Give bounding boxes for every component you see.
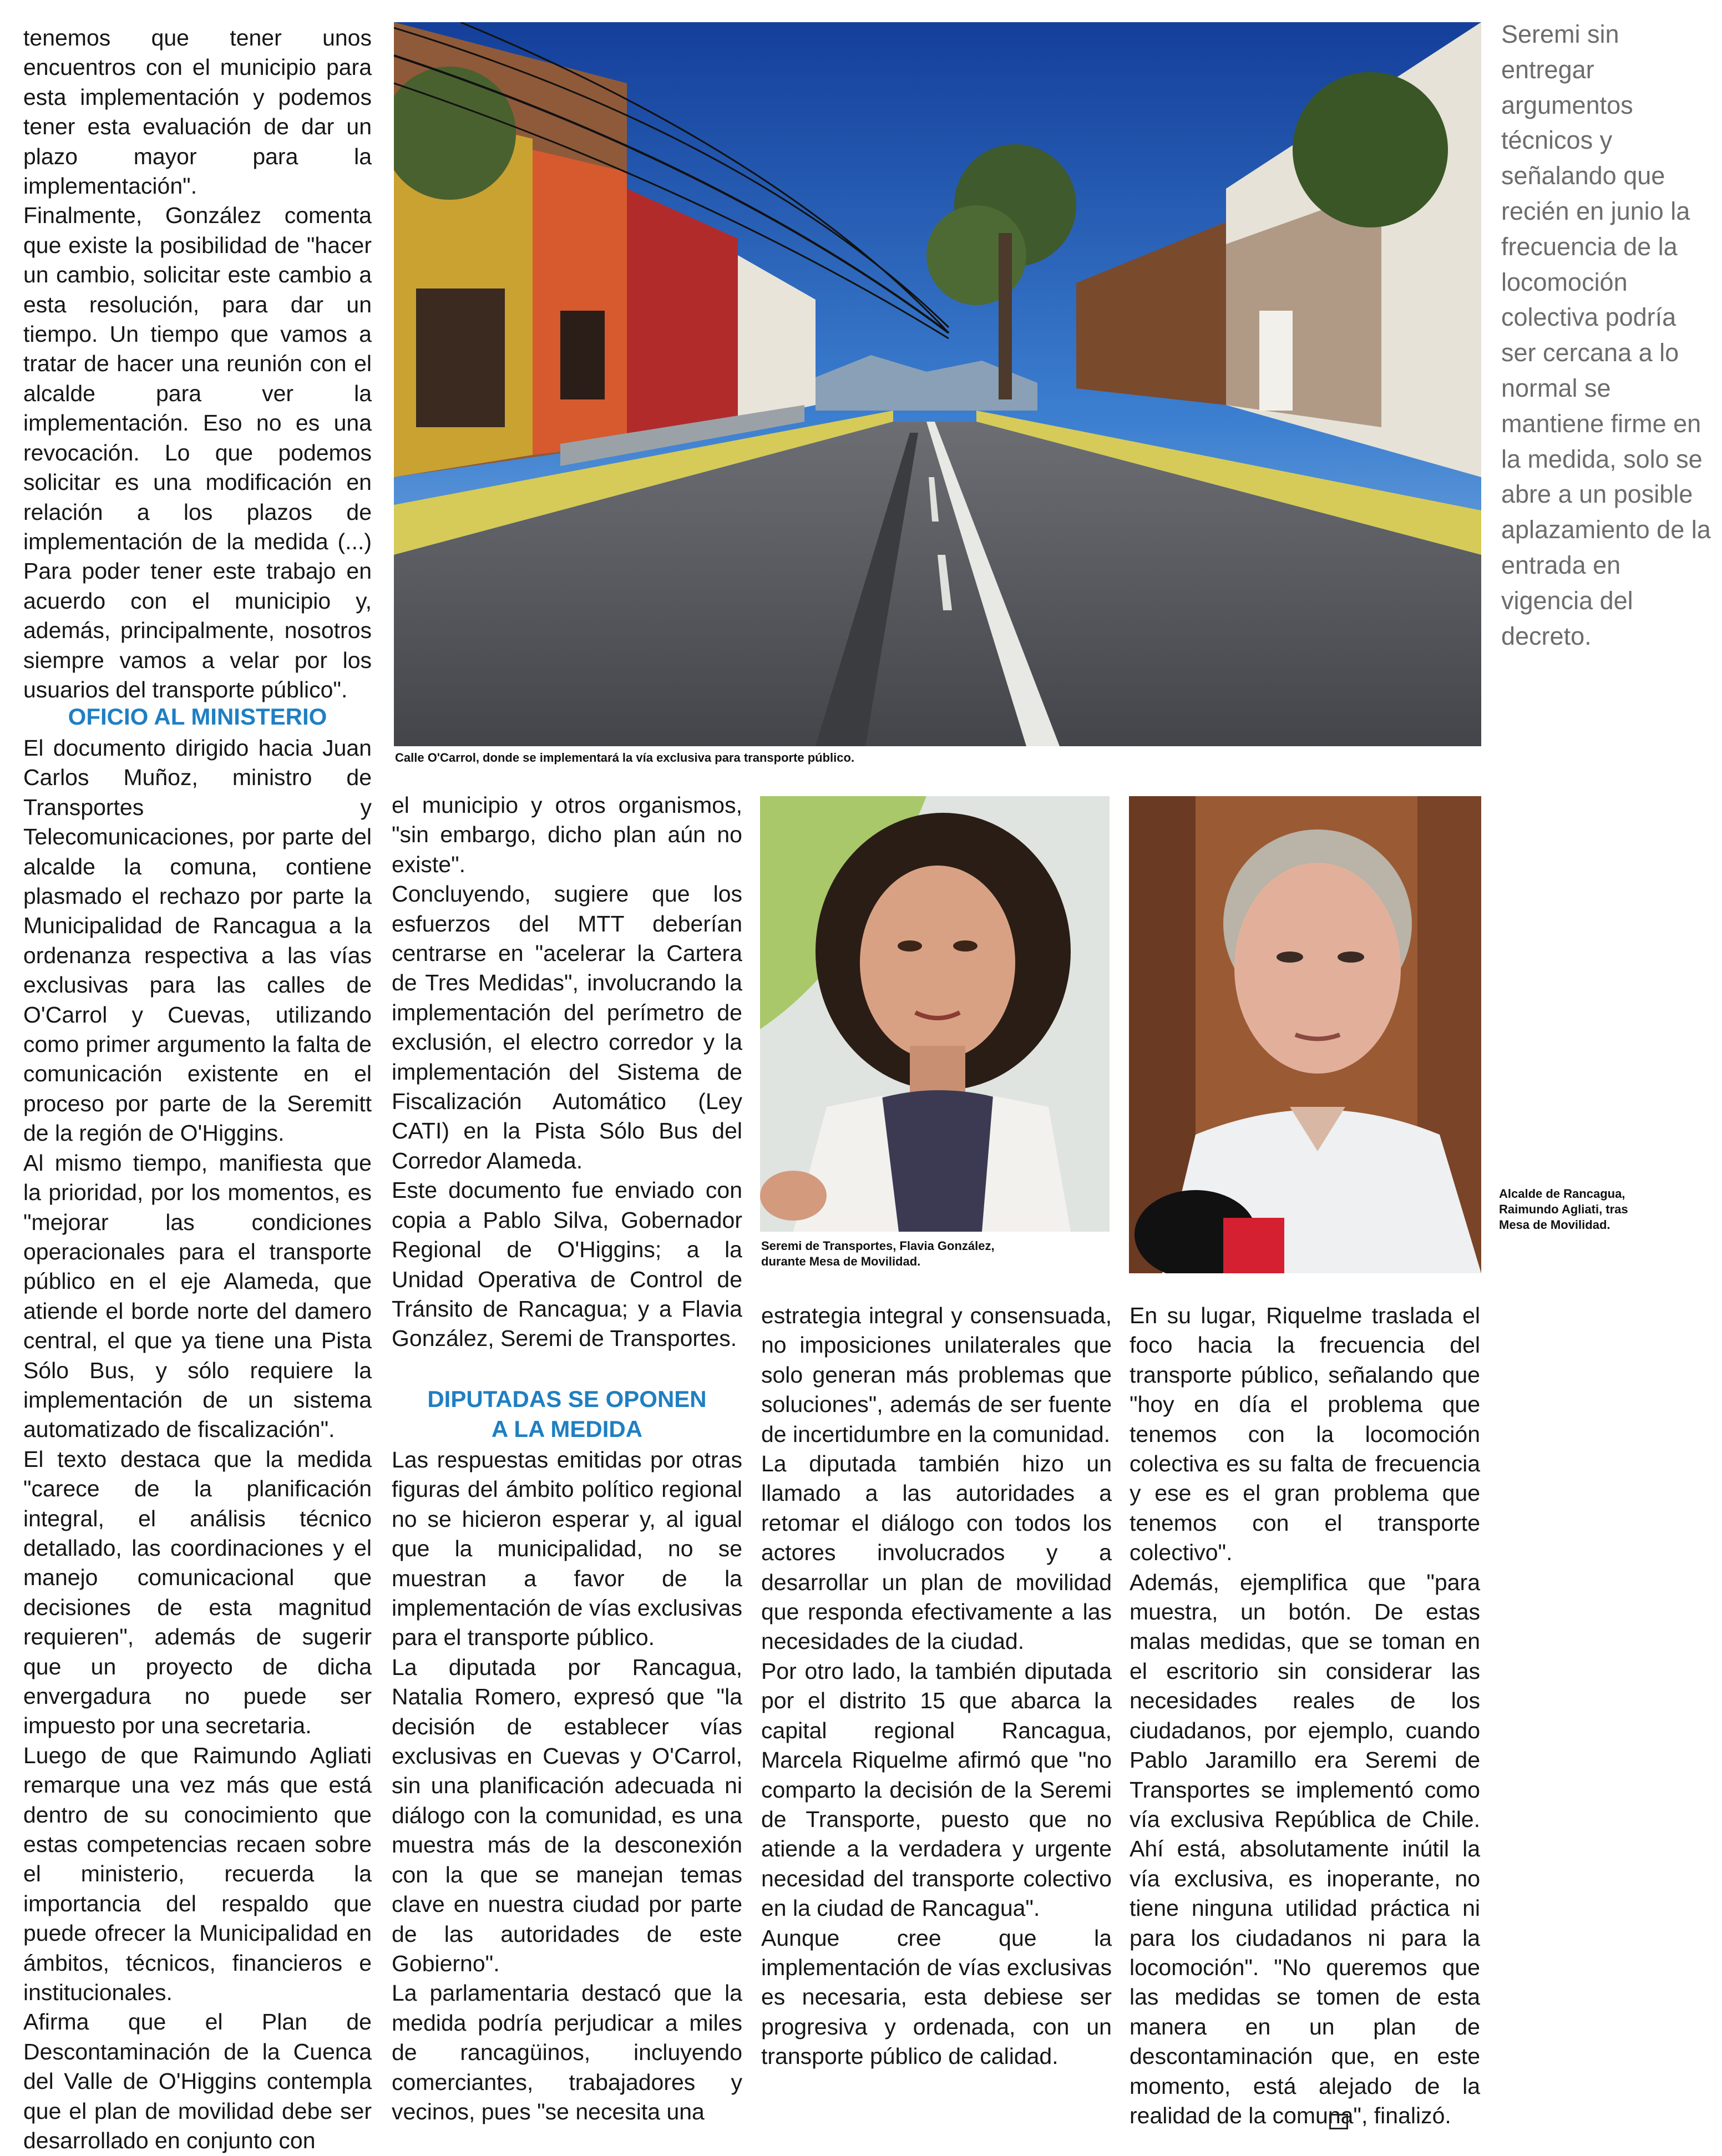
- paragraph: Este documento fue enviado con copia a Pablo Silva, Gobernador Regional de O'Higgins; a la Unidad Operativa de Control de Tránsito de Rancagua; y a Flavia González, Seremi de Transportes.: [392, 1177, 742, 1352]
- street-photo-caption: Calle O'Carrol, donde se implementará la vía exclusiva para transporte público.: [395, 751, 855, 765]
- paragraph: La diputada por Rancagua, Natalia Romero, expresó que "la decisión de establecer vías exclusivas en Cuevas y O'Carrol, sin una planificación adecuada ni diálogo con la comunidad, es una muestra más de la desconexión con la que se manejan temas clave en nuestra ciudad por parte de las autoridades de este Gobierno".: [392, 1654, 742, 1976]
- paragraph: Afirma que el Plan de Descontaminación de la Cuenca del Valle de O'Higgins contempla que el plan de movilidad debe ser desarrollado en conjunto con: [23, 2009, 372, 2154]
- end-mark-icon: [1329, 2114, 1348, 2129]
- paragraph: Luego de que Raimundo Agliati remarque una vez más que está dentro de su conocimiento que estas competencias recaen sobre el ministerio, recuerda la importancia del respaldo que puede ofrecer la Municipalidad en ámbitos, técnicos, financieros e institucionales.: [23, 1742, 372, 2006]
- column-1-top: [23, 23, 372, 705]
- paragraph: Las respuestas emitidas por otras figuras del ámbito político regional no se hicieron esperar y, al igual que la municipalidad, no se muestran a favor de la implementación de vías exclusivas para el transporte público.: [392, 1447, 742, 1651]
- paragraph: La parlamentaria destacó que la medida podría perjudicar a miles de rancagüinos, incluyendo comerciantes, trabajadores y vecinos, pues "se necesita una: [392, 1980, 742, 2124]
- heading-line: DIPUTADAS SE OPONEN: [427, 1386, 707, 1412]
- paragraph: El texto destaca que la medida "carece de la planificación integral, el análisis técnico detallado, las coordinaciones y el manejo comunicacional que decisiones de esta magnitud requieren", además de sugerir que un proyecto de dicha envergadura no puede ser impuesto por una secretaria.: [23, 1446, 372, 1739]
- street-photo: [394, 22, 1481, 746]
- section-heading-diputadas: [392, 1384, 742, 1444]
- column-4: [1130, 1301, 1480, 2130]
- column-3: [761, 1301, 1112, 2072]
- paragraph: En su lugar, Riquelme traslada el foco hacia la frecuencia del transporte público, señalando que "hoy en día el problema que tenemos con la locomoción colectiva es su falta de frecuencia y ese es el gran problema que tenemos con el transporte colectivo".: [1130, 1303, 1480, 1566]
- paragraph: Finalmente, González comenta que existe la posibilidad de "hacer un cambio, solicitar este cambio a esta resolución, para dar un tiempo. Un tiempo que vamos a tratar de hacer una reunión con el alcalde para ver la implementación. Eso no es una revocación. Lo que podemos solicitar es una modificación en relación a los plazos de implementación de la medida (...) Para poder tener este trabajo en acuerdo con el municipio y, además, principalmente, nosotros siempre vamos a velar por los usuarios del transporte público".: [23, 203, 372, 702]
- paragraph: El documento dirigido hacia Juan Carlos Muñoz, ministro de Transportes y Telecomunicaciones, por parte del alcalde la comuna, contiene plasmado el rechazo por parte la Municipalidad de Rancagua a la ordenanza respectiva a las vías exclusivas para las calles de O'Carrol y Cuevas, utilizando como primer argumento la falta de comunicación existente en el proceso por parte de la Seremitt de la región de O'Higgins.: [23, 735, 372, 1146]
- caption-line: durante Mesa de Movilidad.: [761, 1254, 921, 1268]
- alcalde-photo: [1129, 796, 1481, 1273]
- paragraph: Al mismo tiempo, manifiesta que la prioridad, por los momentos, es "mejorar las condiciones operacionales para el transporte público en el eje Alameda, que atiende el borde norte del damero central, el que ya tiene una Pista Sólo Bus, y sólo requiere la implementación de un sistema automatizado de fiscalización".: [23, 1150, 372, 1443]
- paragraph: Por otro lado, la también diputada por el distrito 15 que abarca la capital regional Rancagua, Marcela Riquelme afirmó que "no comparto la decisión de la Seremi de Transporte, puesto que no atiende a la verdadera y urgente necesidad del transporte colectivo en la ciudad de Rancagua".: [761, 1658, 1112, 1921]
- paragraph: Concluyendo, sugiere que los esfuerzos del MTT deberían centrarse en "acelerar la Cartera de Tres Medidas", involucrando la implementación del perímetro de exclusión, el electro corredor y la implementación del Sistema de Fiscalización Automático (Ley CATI) en la Pista Sólo Bus del Corredor Alameda.: [392, 881, 742, 1173]
- paragraph: el municipio y otros organismos, "sin embargo, dicho plan aún no existe".: [392, 792, 742, 877]
- alcalde-photo-caption: Alcalde de Rancagua, Raimundo Agliati, tras Mesa de Movilidad.: [1499, 1187, 1628, 1232]
- seremi-photo: [760, 796, 1110, 1232]
- paragraph: Además, ejemplifica que "para muestra, un botón. De estas malas medidas, que se toman en el escritorio sin considerar las necesidades reales de los ciudadanos, por ejemplo, cuando Pablo Jaramillo era Seremi de Transportes se implementó como vía exclusiva República de Chile. Ahí está, absolutamente inútil la vía exclusiva, es inoperante, no tiene ninguna utilidad práctica ni para los ciudadanos ni para la locomoción". "No queremos que las medidas se tomen de esta manera en un plan de descontaminación que, en este momento, está alejado de la realidad de la comuna", finalizó.: [1130, 1569, 1480, 2128]
- column-1-bottom: [23, 733, 372, 2156]
- column-2-bottom: [392, 1445, 742, 2127]
- section-heading-oficio: OFICIO AL MINISTERIO: [68, 704, 327, 730]
- sidebar-pullquote: Seremi sin entregar argumentos técnicos y señalando que recién en junio la frecuencia de la locomoción colectiva podría ser cercana a lo normal se mantiene firme en la medida, solo se abre a un posible aplazamiento de la entrada en vigencia del decreto.: [1501, 20, 1711, 650]
- seremi-photo-caption: [761, 1238, 1105, 1269]
- paragraph: tenemos que tener unos encuentros con el municipio para esta implementación y podemos tener esta evaluación de dar un plazo mayor para la implementación".: [23, 25, 372, 199]
- paragraph: estrategia integral y consensuada, no imposiciones unilaterales que solo generan más problemas que soluciones", además de ser fuente de incertidumbre en la comunidad.: [761, 1303, 1112, 1447]
- paragraph: Aunque cree que la implementación de vías exclusivas es necesaria, esta debiese ser progresiva y ordenada, con un transporte público de calidad.: [761, 1925, 1112, 2069]
- heading-line: A LA MEDIDA: [491, 1416, 643, 1442]
- paragraph: La diputada también hizo un llamado a las autoridades a retomar el diálogo con todos los actores involucrados y a desarrollar un plan de movilidad que responda efectivamente a las necesidades de la ciudad.: [761, 1451, 1112, 1654]
- column-2: [392, 791, 742, 1354]
- caption-line: Seremi de Transportes, Flavia González,: [761, 1239, 995, 1253]
